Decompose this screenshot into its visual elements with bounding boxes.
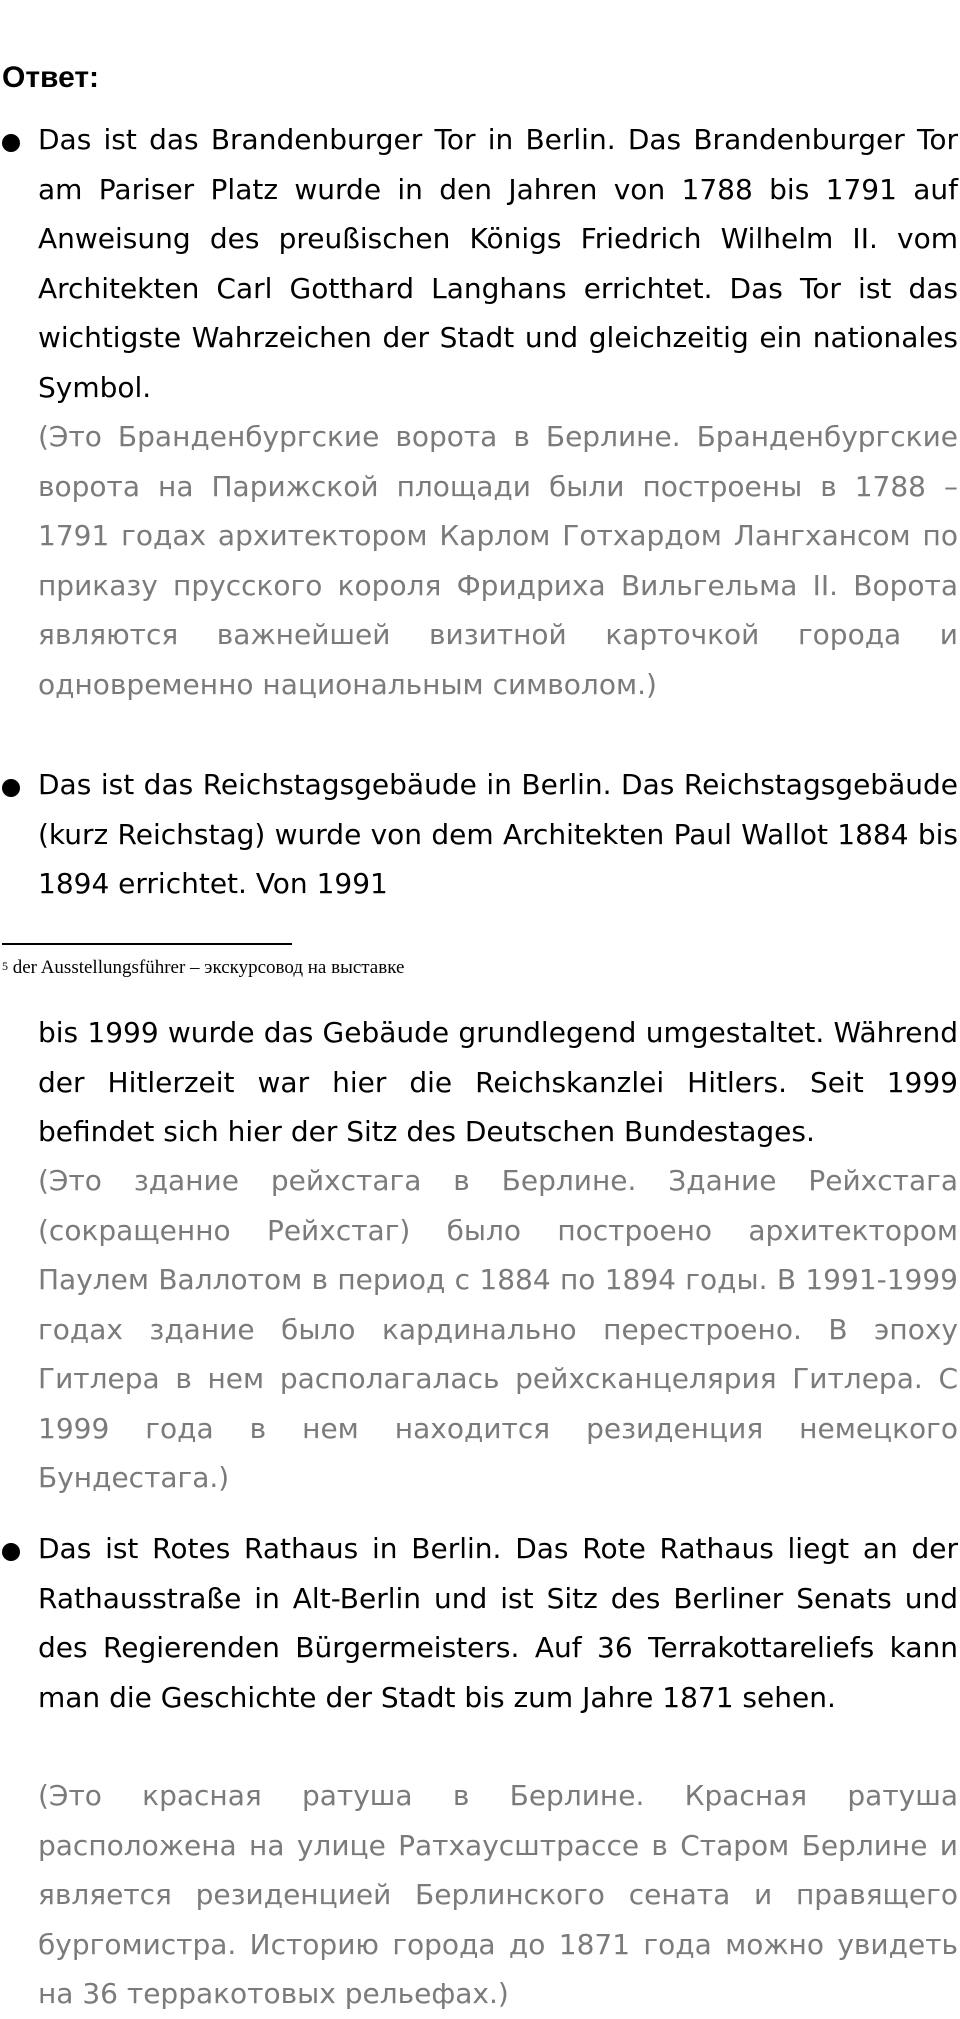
answer-heading: Ответ: — [2, 61, 100, 94]
bullet-2 — [2, 779, 20, 797]
bullet-3 — [2, 1543, 20, 1561]
footnote-text: der Ausstellungsführer – экскурсовод на выставке — [12, 957, 405, 978]
item-2-german-part1: Das ist das Reichstagsgebäude in Berlin. Das Reichstagsgebäude (kurz Reichstag) wurde von dem Architekten Paul Wallot 1884 bis 1894 errichtet. Von 1991 — [38, 768, 958, 900]
bullet-1 — [2, 134, 20, 152]
item-2-german-part2: bis 1999 wurde das Gebäude grundlegend umgestaltet. Während der Hitlerzeit war hier die Reichskanzlei Hitlers. Seit 1999 befindet sich hier der Sitz des Deutschen Bundestages. — [38, 1016, 958, 1148]
item-3-russian: (Это красная ратуша в Берлине. Красная ратуша расположена на улице Ратхаусштрассе в Старом Берлине и является резиденцией Берлинского сената и правящего бургомистра. Историю города до 1871 года можно увидеть на 36 терракотовых рельефах.) — [38, 1779, 958, 2010]
footnote — [2, 955, 404, 981]
footnote-number: 5 — [2, 959, 8, 973]
item-2-russian: (Это здание рейхстага в Берлине. Здание Рейхстага (сокращенно Рейхстаг) было построено архитектором Паулем Валлотом в период с 1884 по 1894 годы. В 1991-1999 годах здание было кардинально перестроено. В эпоху Гитлера в нем располагалась рейхсканцелярия Гитлера. С 1999 года в нем находится резиденция немецкого Бундестага.) — [38, 1164, 958, 1494]
item-1-german: Das ist das Brandenburger Tor in Berlin. Das Brandenburger Tor am Pariser Platz wurde in den Jahren von 1788 bis 1791 auf Anweisung des preußischen Königs Friedrich Wilhelm II. vom Architekten Carl Gotthard Langhans errichtet. Das Tor ist das wichtigste Wahrzeichen der Stadt und gleichzeitig ein nationales Symbol. — [38, 123, 958, 404]
footnote-rule — [2, 943, 292, 945]
item-3-german: Das ist Rotes Rathaus in Berlin. Das Rote Rathaus liegt an der Rathausstraße in Alt-Berlin und ist Sitz des Berliner Senats und des Regierenden Bürgermeisters. Auf 36 Terrakottareliefs kann man die Geschichte der Stadt bis zum Jahre 1871 sehen. — [38, 1532, 958, 1714]
item-1-russian: (Это Бранденбургские ворота в Берлине. Бранденбургские ворота на Парижской площади были построены в 1788 – 1791 годах архитектором Карлом Готхардом Лангхансом по приказу прусского короля Фридриха Вильгельма II. Ворота являются важнейшей визитной карточкой города и одновременно национальным символом.) — [38, 420, 958, 701]
